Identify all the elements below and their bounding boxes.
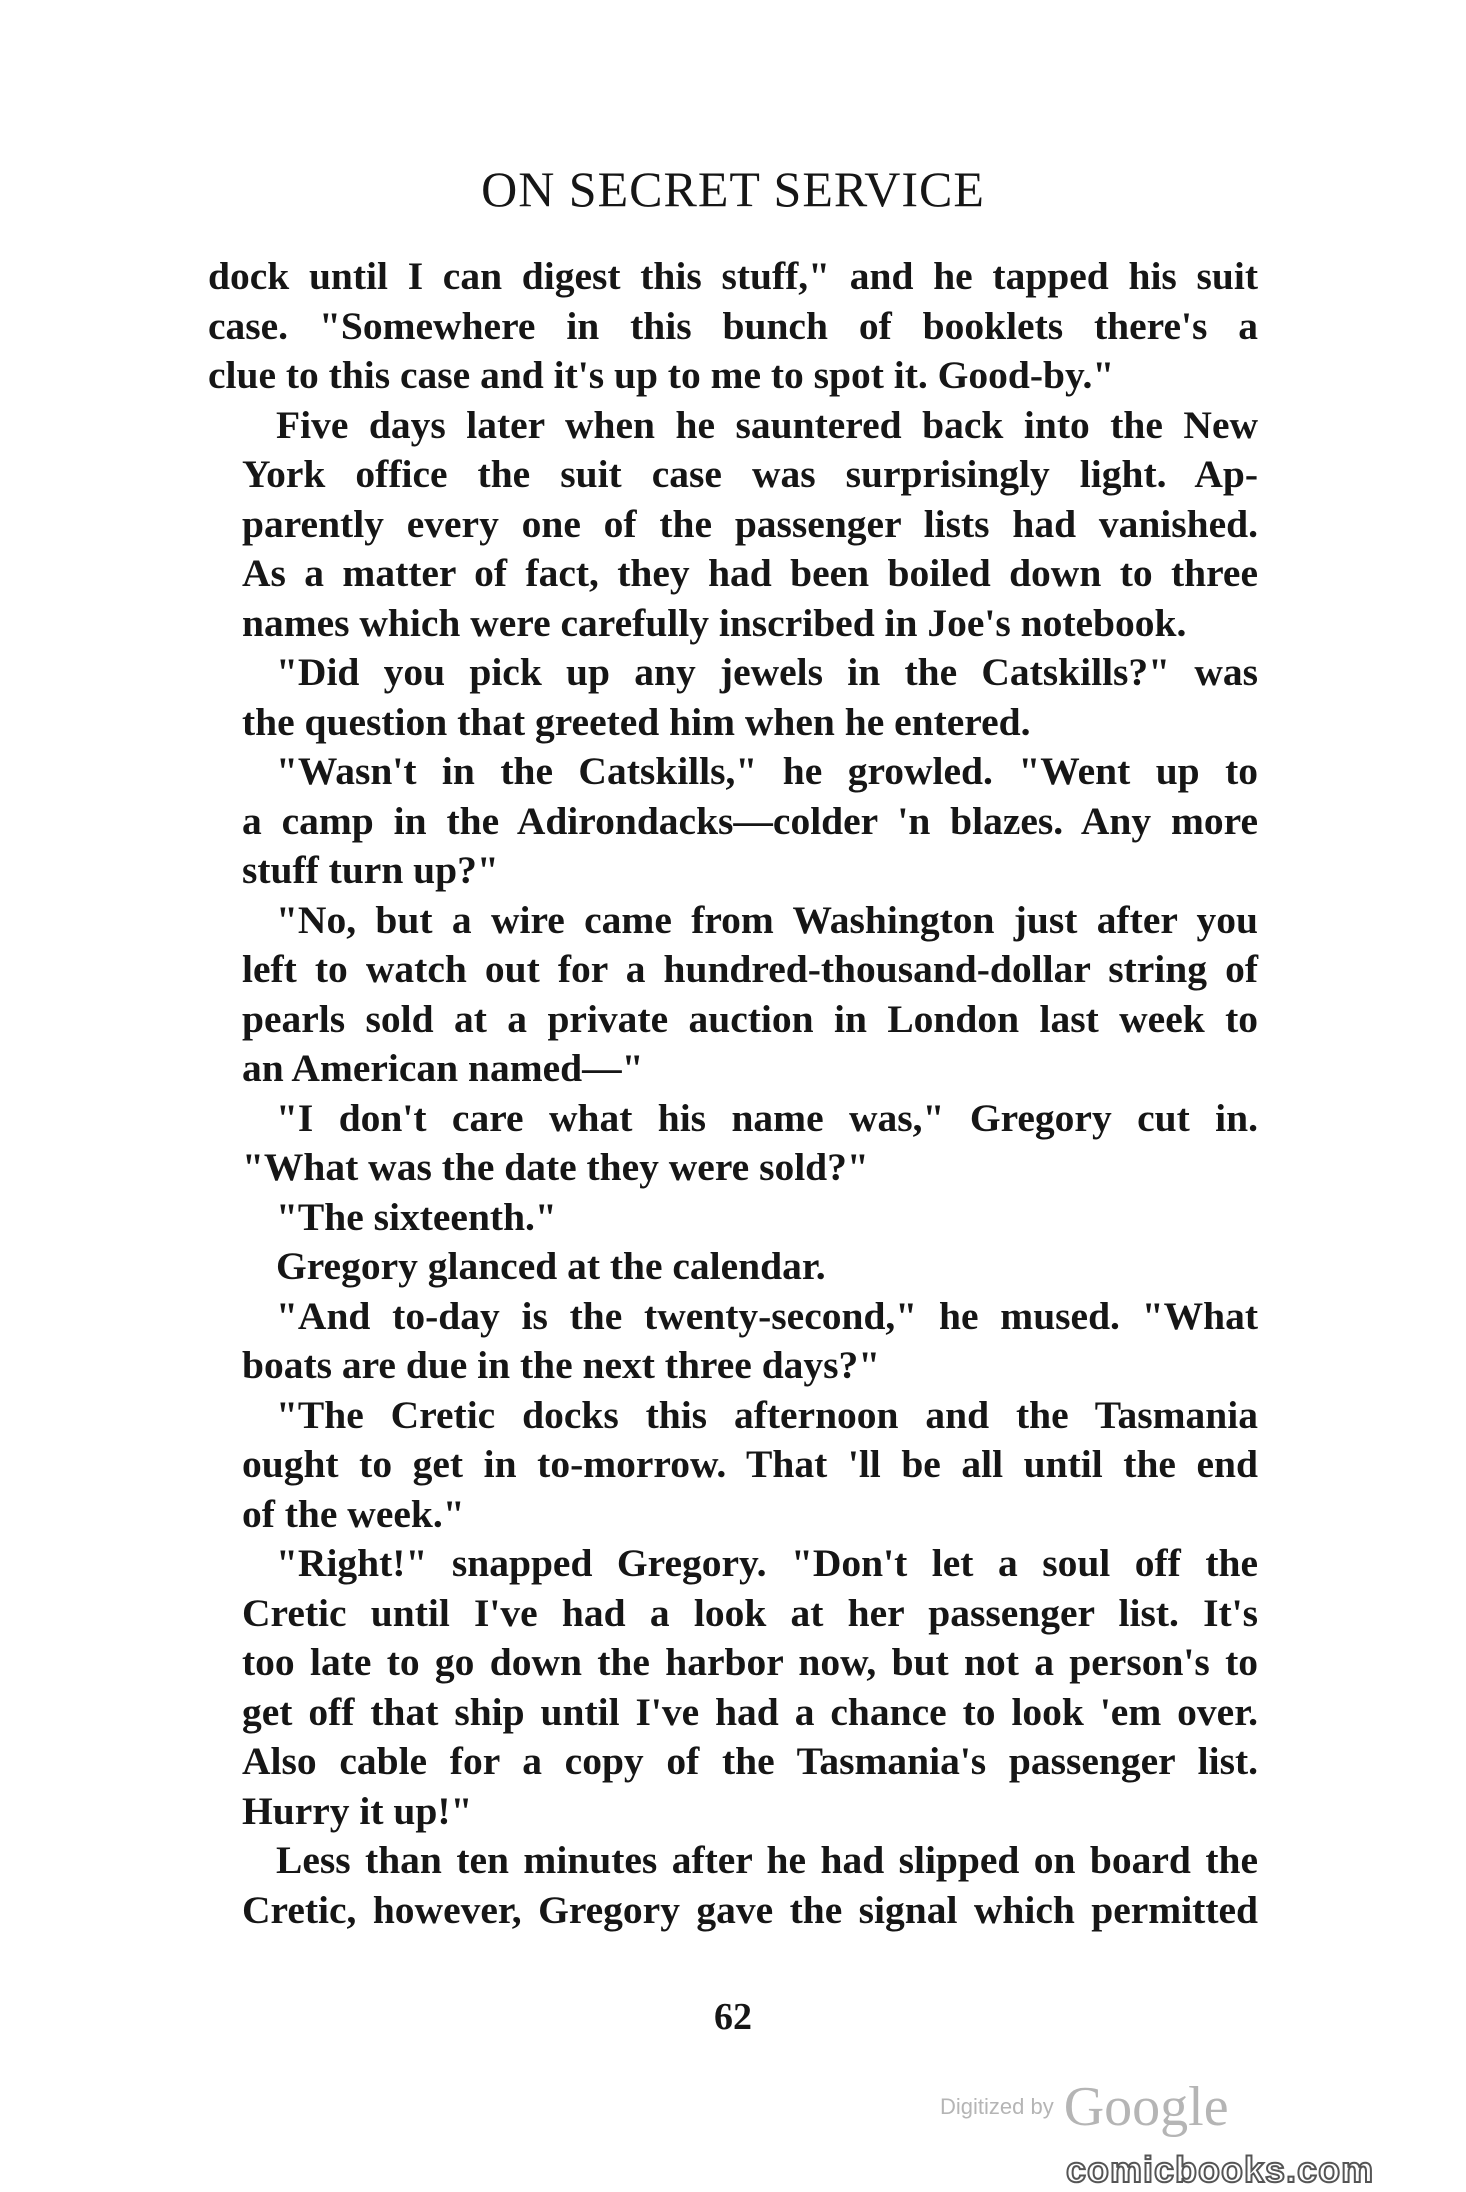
text-line: a camp in the Adirondacks—colder 'n blazes. Any more — [242, 798, 1258, 843]
text-line: "What was the date they were sold?" — [242, 1145, 869, 1189]
site-watermark: comicbooks.com — [1066, 2149, 1375, 2190]
paragraph — [208, 401, 1258, 649]
google-logo-text: Google — [1063, 2076, 1229, 2138]
paragraph — [208, 648, 1258, 747]
text-line: parently every one of the passenger lists had vanished. — [242, 501, 1258, 546]
paragraph — [208, 1391, 1258, 1540]
text-line: "And to-day is the twenty-second," he mused. "What — [276, 1293, 1258, 1338]
text-line: Gregory glanced at the calendar. — [276, 1244, 826, 1288]
paragraph — [208, 1292, 1258, 1391]
text-line: names which were carefully inscribed in Joe's notebook. — [242, 600, 1187, 645]
text-line: boats are due in the next three days?" — [242, 1343, 881, 1387]
text-line: too late to go down the harbor now, but not a person's to — [242, 1640, 1258, 1684]
text-line: an American named—" — [242, 1046, 644, 1090]
text-line: As a matter of fact, they had been boiled down to three — [242, 551, 1258, 595]
text-line: pearls sold at a private auction in London last week to — [242, 996, 1258, 1041]
text-line: clue to this case and it's up to me to spot it. Good-by." — [208, 353, 1115, 397]
running-head: ON SECRET SERVICE — [481, 161, 985, 217]
text-line: "Wasn't in the Catskills," he growled. "Went up to — [276, 749, 1258, 793]
paragraph — [208, 747, 1258, 896]
text-line: ought to get in to-morrow. That 'll be all until the end — [242, 1442, 1258, 1486]
paragraph — [208, 896, 1258, 1094]
paragraph — [208, 1193, 1258, 1243]
text-line: stuff turn up?" — [242, 848, 499, 892]
text-line: York office the suit case was surprisingly light. Ap- — [242, 452, 1258, 496]
text-line: "The sixteenth." — [276, 1194, 557, 1239]
paragraph — [208, 1094, 1258, 1193]
text-line: get off that ship until I've had a chance to look 'em over. — [242, 1689, 1258, 1734]
text-line: the question that greeted him when he entered. — [242, 699, 1031, 744]
text-line: "Right!" snapped Gregory. "Don't let a soul off the — [276, 1541, 1258, 1585]
body-text — [208, 252, 1258, 1935]
text-line: "The Cretic docks this afternoon and the Tasmania — [276, 1392, 1258, 1437]
text-line: "I don't care what his name was," Gregory cut in. — [276, 1095, 1258, 1140]
text-line: Five days later when he sauntered back into the New — [276, 402, 1258, 447]
text-line: "Did you pick up any jewels in the Catskills?" was — [276, 650, 1258, 694]
text-line: of the week." — [242, 1491, 465, 1536]
paragraph — [208, 1539, 1258, 1836]
google-watermark — [940, 2075, 1229, 2139]
text-line: "No, but a wire came from Washington just after you — [276, 897, 1258, 942]
paragraph — [208, 1836, 1258, 1935]
text-line: left to watch out for a hundred-thousand-dollar string of — [242, 947, 1258, 991]
text-line: dock until I can digest this stuff," and he tapped his suit — [208, 254, 1258, 298]
text-line: Cretic until I've had a look at her passenger list. It's — [242, 1590, 1258, 1635]
text-line: Hurry it up!" — [242, 1788, 473, 1833]
text-line: case. "Somewhere in this bunch of booklets there's a — [208, 303, 1258, 348]
text-line: Less than ten minutes after he had slipped on board the — [276, 1838, 1258, 1882]
paragraph — [208, 252, 1258, 401]
text-line: Also cable for a copy of the Tasmania's passenger list. — [242, 1739, 1258, 1783]
text-line: Cretic, however, Gregory gave the signal which permitted — [242, 1887, 1258, 1932]
page-number: 62 — [714, 1996, 752, 2038]
paragraph — [208, 1242, 1258, 1292]
digitized-by-label: Digitized by — [940, 2094, 1054, 2119]
